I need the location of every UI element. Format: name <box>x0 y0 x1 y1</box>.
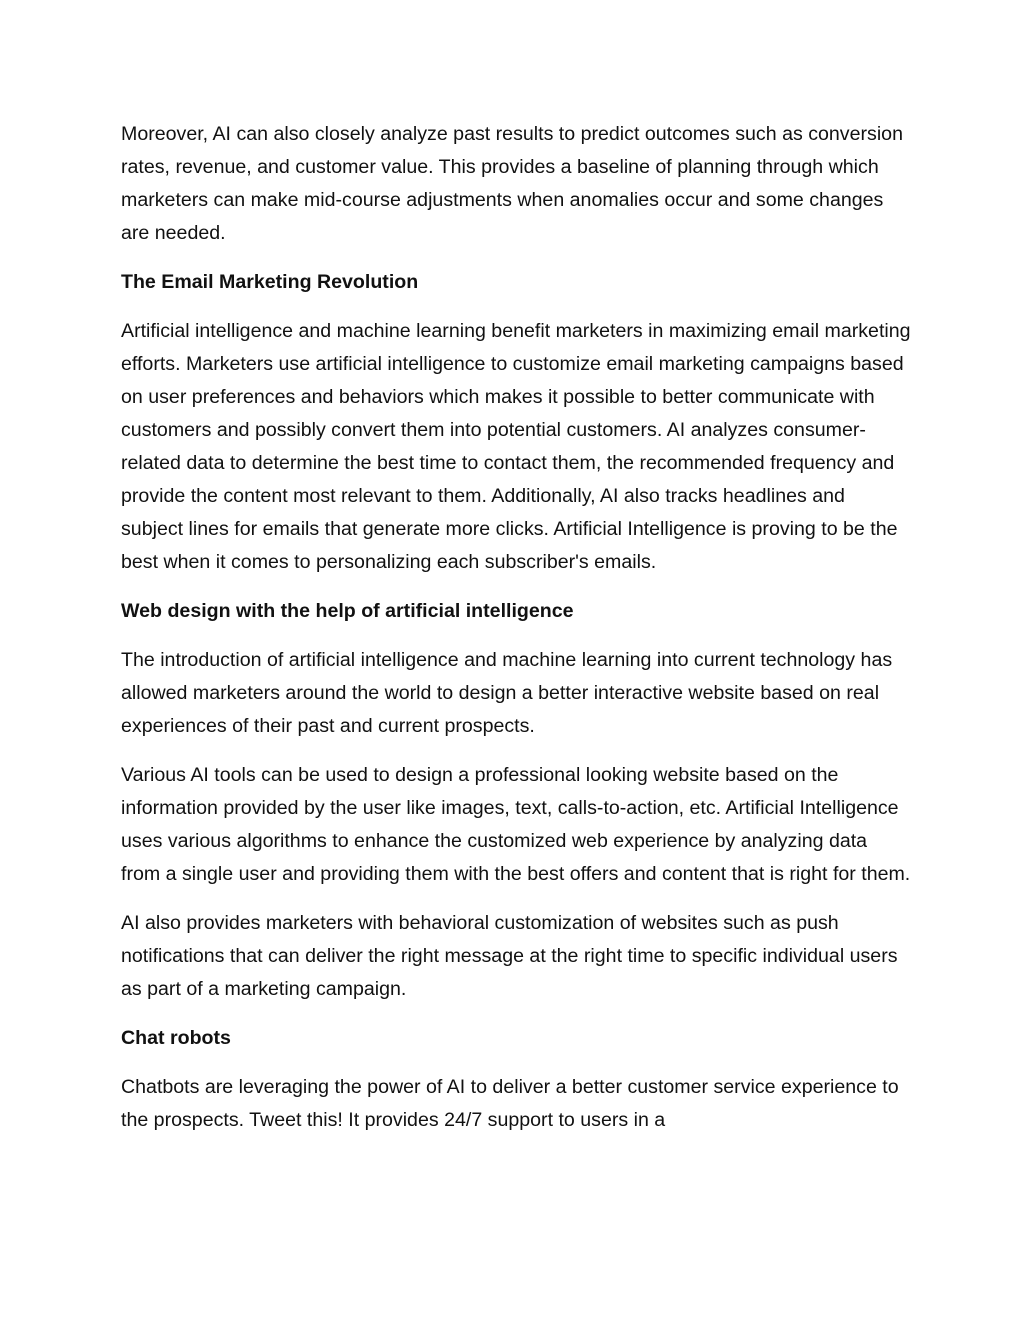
heading-chat-robots: Chat robots <box>121 1027 231 1049</box>
paragraph-forecasting: Moreover, AI can also closely analyze past results to predict outcomes such as conversion rates, revenue, and customer value. This provides a baseline of planning through which marketers can make mid-course adjustments when anomalies occur and some changes are needed. <box>121 123 903 244</box>
heading-web-design: Web design with the help of artificial intelligence <box>121 600 574 622</box>
paragraph-chatbots: Chatbots are leveraging the power of AI to deliver a better customer service experience to the prospects. Tweet this! It provides 24/7 support to users in a <box>121 1076 899 1131</box>
document-body <box>121 118 911 1153</box>
paragraph-ai-tools: Various AI tools can be used to design a professional looking website based on the information provided by the user like images, text, calls-to-action, etc. Artificial Intelligence uses various algorithms to enhance the customized web experience by analyzing data from a single user and providing them with the best offers and content that is right for them. <box>121 764 911 885</box>
paragraph-email-marketing: Artificial intelligence and machine learning benefit marketers in maximizing email marketing efforts. Marketers use artificial intelligence to customize email marketing campaigns based on user preferences and behaviors which makes it possible to better communicate with customers and possibly convert them into potential customers. AI analyzes consumer-related data to determine the best time to contact them, the recommended frequency and provide the content most relevant to them. Additionally, AI also tracks headlines and subject lines for emails that generate more clicks. Artificial Intelligence is proving to be the best when it comes to personalizing each subscriber's emails. <box>121 320 911 573</box>
paragraph-behavioral-customization: AI also provides marketers with behavioral customization of websites such as push notifications that can deliver the right message at the right time to specific individual users as part of a marketing campaign. <box>121 912 898 1000</box>
paragraph-web-design-intro: The introduction of artificial intelligence and machine learning into current technology has allowed marketers around the world to design a better interactive website based on real experiences of their past and current prospects. <box>121 649 893 737</box>
heading-email-marketing: The Email Marketing Revolution <box>121 271 419 293</box>
